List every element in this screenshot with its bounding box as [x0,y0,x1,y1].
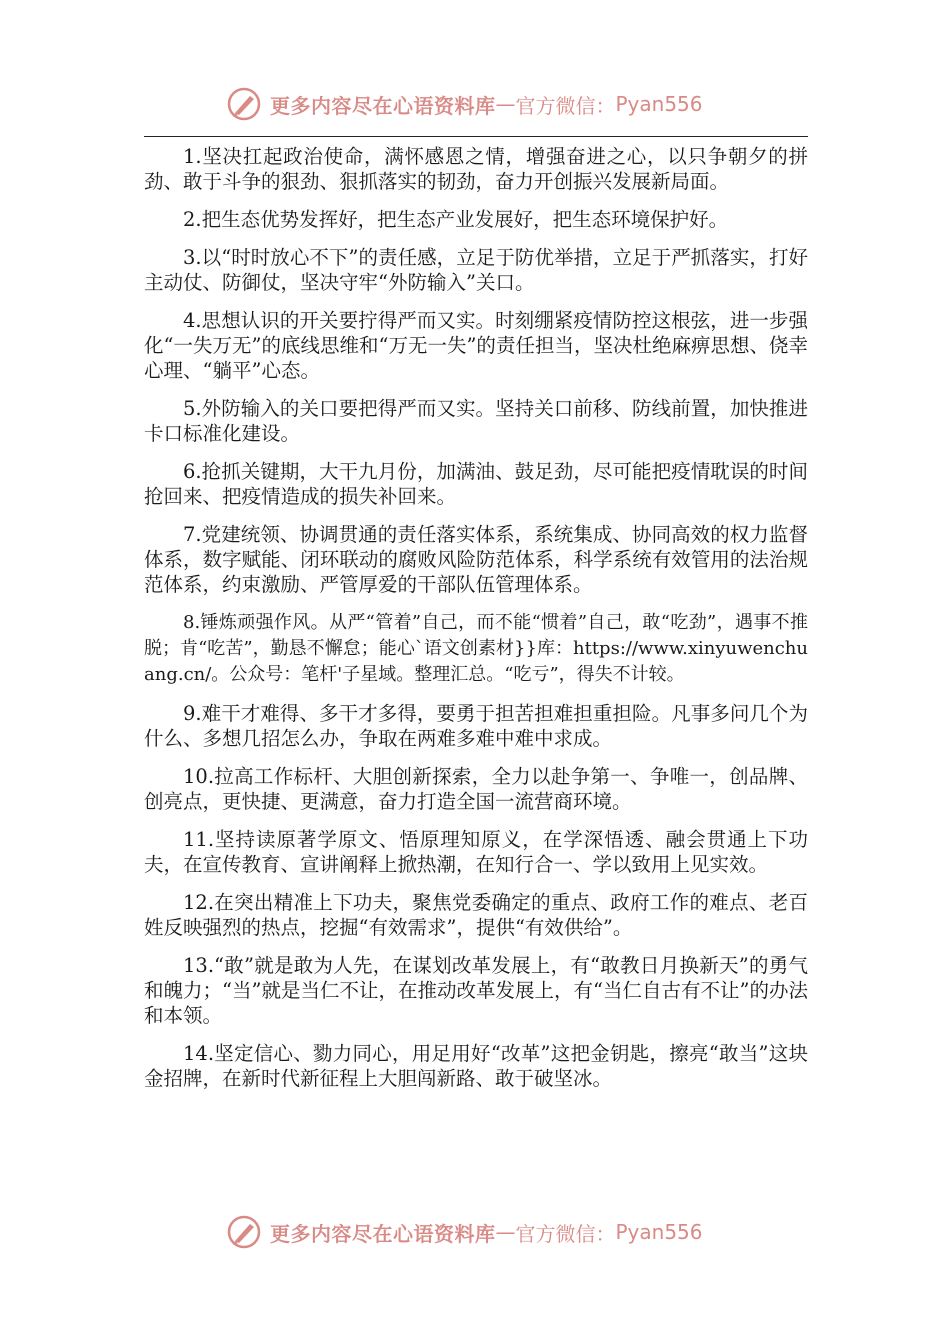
banner-main-text: 更多内容尽在心语资料库 [270,1221,496,1246]
paragraph-6: 6.抢抓关键期，大干九月份，加满油、鼓足劲，尽可能把疫情耽误的时间抢回来、把疫情造成的损失补回来。 [144,460,808,508]
paragraph-2: 2.把生态优势发挥好，把生态产业发展好，把生态环境保护好。 [183,208,729,231]
paragraph-4: 4.思想认识的开关要拧得严而又实。时刻绷紧疫情防控这根弦，进一步强化“一失万无”的底线思维和“万无一失”的责任担当，坚决杜绝麻痹思想、侥幸心理、“躺平”心态。 [144,309,808,382]
paragraph-11: 11.坚持读原著学原文、悟原理知原义，在学深悟透、融会贯通上下功夫，在宣传教育、宣讲阐释上掀热潮，在知行合一、学以致用上见实效。 [144,828,808,876]
pen-logo-icon [226,1214,262,1250]
paragraph-3: 3.以“时时放心不下”的责任感，立足于防优举措，立足于严抓落实，打好主动仗、防御仗，坚决守牢“外防输入”关口。 [144,246,808,294]
header-rule [144,136,808,137]
banner-wechat-label: 官方微信： [515,93,616,118]
paragraph-13: 13.“敢”就是敢为人先，在谋划改革发展上，有“敢教日月换新天”的勇气和魄力；“当”就是当仁不让，在推动改革发展上，有“当仁自古有不让”的办法和本领。 [144,954,808,1027]
paragraph-9: 9.难干才难得、多干才多得，要勇于担苦担难担重担险。凡事多问几个为什么、多想几招怎么办，争取在两难多难中难中求成。 [144,702,808,750]
paragraph-14: 14.坚定信心、勠力同心，用足用好“改革”这把金钥匙，擦亮“敢当”这块金招牌，在新时代新征程上大胆闯新路、敢于破坚冰。 [144,1042,808,1090]
paragraph-1: 1.坚决扛起政治使命，满怀感恩之情，增强奋进之心，以只争朝夕的拼劲、敢于斗争的狠劲、狠抓落实的韧劲，奋力开创振兴发展新局面。 [144,145,808,193]
banner-wechat-label: 官方微信： [515,1221,616,1246]
banner-wechat-id: Pyan556 [615,92,703,116]
banner-main-text: 更多内容尽在心语资料库 [270,93,496,118]
footer-banner [226,1212,703,1252]
paragraph-8: 8.锤炼顽强作风。从严“管着”自己，而不能“惯着”自己，敢“吃劲”，遇事不推脱；肯“吃苦”，勤恳不懈怠；能心`语文创素材}}库：https://www.xinyuwenchuang.cn/。公众号：笔杆'子星域。整理汇总。“吃亏”，得失不计较。 [144,612,808,685]
banner-dash: — [495,1220,516,1244]
banner-wechat-id: Pyan556 [615,1220,703,1244]
paragraph-5: 5.外防输入的关口要把得严而又实。坚持关口前移、防线前置，加快推进卡口标准化建设。 [144,397,808,445]
paragraph-7: 7.党建统领、协调贯通的责任落实体系，系统集成、协同高效的权力监督体系，数字赋能、闭环联动的腐败风险防范体系，科学系统有效管用的法治规范体系，约束激励、严管厚爱的干部队伍管理体系。 [144,523,808,596]
banner-dash: — [495,92,516,116]
paragraph-10: 10.拉高工作标杆、大胆创新探索，全力以赴争第一、争唯一，创品牌、创亮点，更快捷、更满意，奋力打造全国一流营商环境。 [144,765,808,813]
paragraph-12: 12.在突出精准上下功夫，聚焦党委确定的重点、政府工作的难点、老百姓反映强烈的热点，挖掘“有效需求”，提供“有效供给”。 [144,891,808,939]
pen-logo-icon [226,86,262,122]
document-body [144,144,808,1104]
header-banner [226,84,703,124]
